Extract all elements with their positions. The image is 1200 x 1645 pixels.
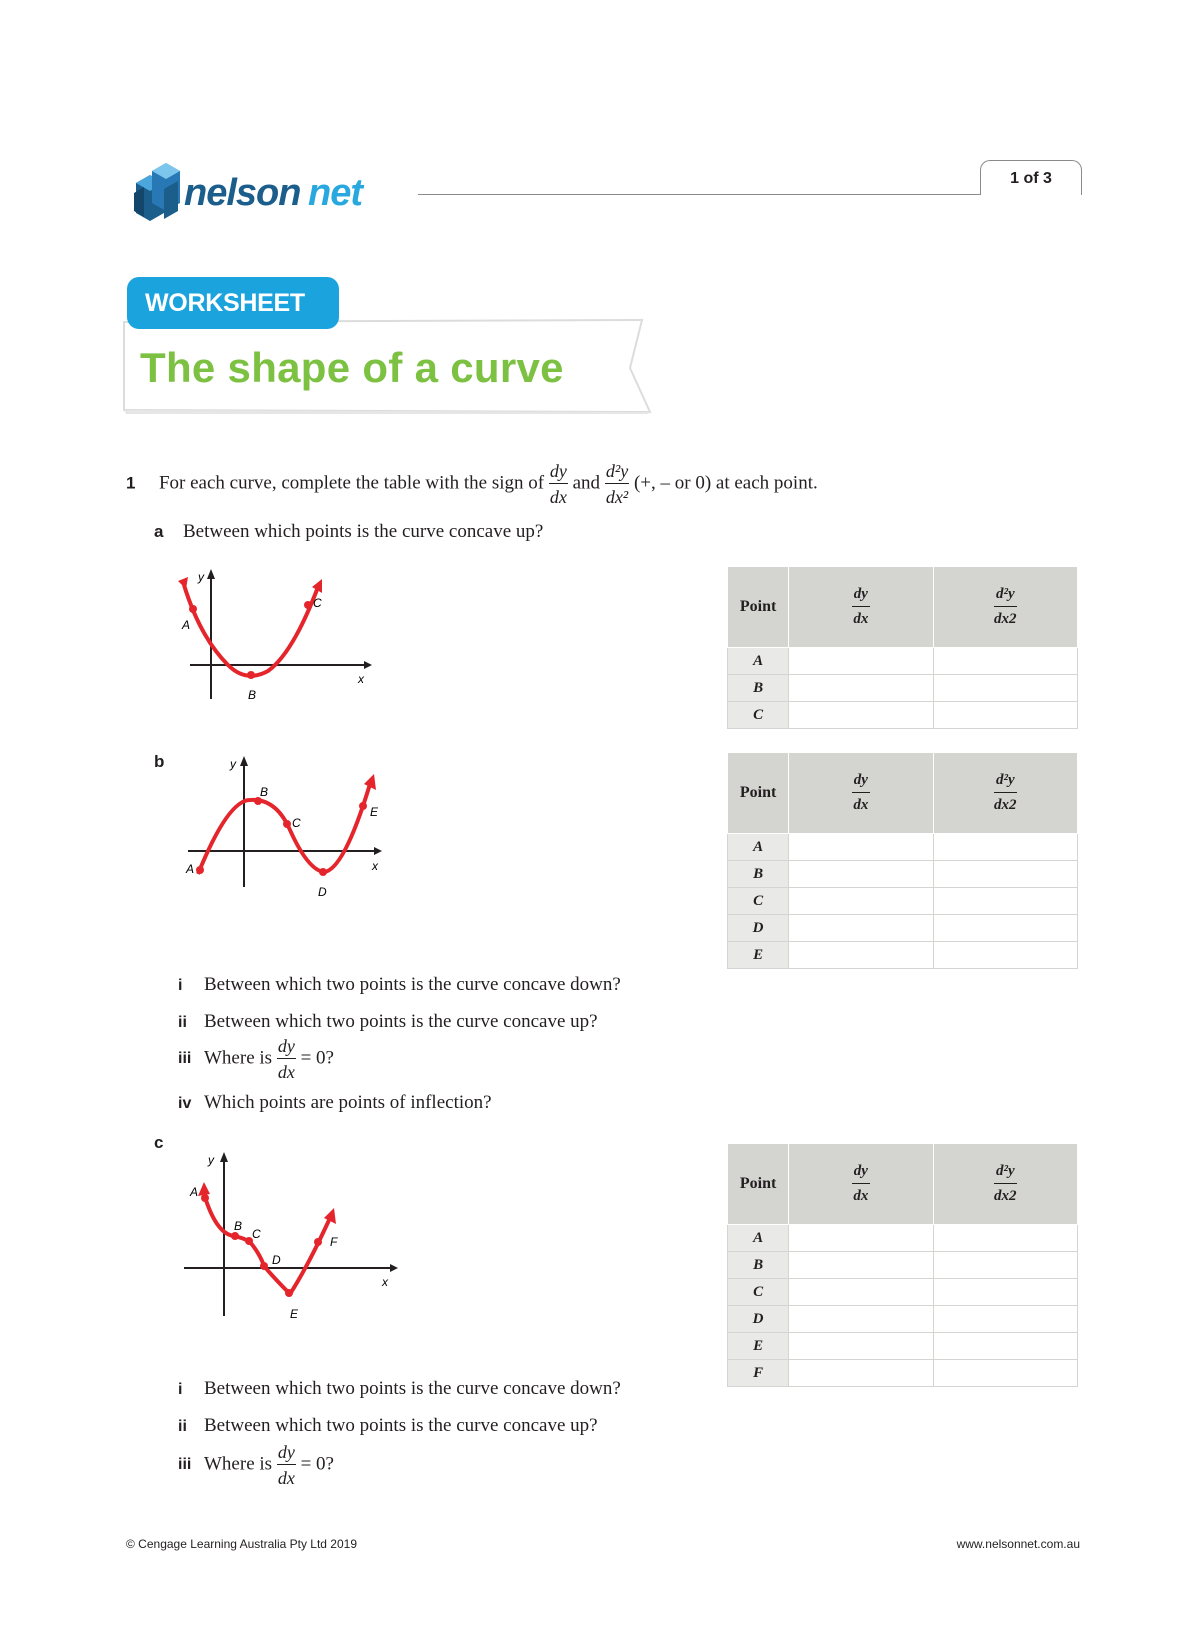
- answer-cell[interactable]: [933, 1306, 1077, 1333]
- answer-cell[interactable]: [933, 942, 1077, 969]
- answer-cell[interactable]: [933, 834, 1077, 861]
- table-row: A: [728, 834, 1078, 861]
- answer-cell[interactable]: [789, 1360, 933, 1387]
- footer-copyright: © Cengage Learning Australia Pty Ltd 2019: [126, 1537, 357, 1551]
- question-1b-ii: ii Between which two points is the curve concave up?: [178, 1011, 598, 1032]
- answer-cell[interactable]: [789, 1252, 933, 1279]
- answer-cell[interactable]: [933, 915, 1077, 942]
- answer-cell[interactable]: [789, 915, 933, 942]
- table-row: B: [728, 675, 1078, 702]
- point-D: [260, 1262, 268, 1270]
- svg-text:B: B: [234, 1219, 243, 1233]
- dy-dx-fraction: $\frac{dy}{dx}$: [277, 1442, 295, 1488]
- page-indicator: 1 of 3: [980, 160, 1082, 195]
- table-row: B: [728, 861, 1078, 888]
- svg-text:E: E: [290, 1307, 299, 1321]
- svg-text:B: B: [248, 688, 257, 702]
- graph-a: [178, 565, 378, 705]
- answer-cell[interactable]: [933, 1279, 1077, 1306]
- svg-text:D: D: [272, 1253, 281, 1267]
- point-D: [319, 868, 327, 876]
- graph-b: [180, 752, 390, 902]
- answer-cell[interactable]: [933, 861, 1077, 888]
- svg-text:y: y: [198, 570, 204, 584]
- svg-text:y: y: [208, 1153, 214, 1167]
- page-title: The shape of a curve: [140, 344, 564, 391]
- svg-text:nelson: nelson: [184, 172, 301, 214]
- table-row: C: [728, 1279, 1078, 1306]
- svg-text:y: y: [230, 757, 236, 771]
- point-E: [359, 802, 367, 810]
- table-row: E: [728, 1333, 1078, 1360]
- answer-cell[interactable]: [933, 1225, 1077, 1252]
- table-row: D: [728, 1306, 1078, 1333]
- svg-text:net: net: [308, 172, 362, 214]
- point-C: [304, 601, 312, 609]
- question-1b-iv: iv Which points are points of inflection?: [178, 1092, 492, 1113]
- svg-text:x: x: [382, 1275, 388, 1289]
- table-a: Point $\frac{dy}{dx}$ $\frac{\text{d²y}}{dx2}$ A B C: [727, 566, 1078, 729]
- question-1b-i: i Between which two points is the curve concave down?: [178, 974, 621, 995]
- answer-cell[interactable]: [933, 648, 1077, 675]
- point-B: [231, 1232, 239, 1240]
- table-row: B: [728, 1252, 1078, 1279]
- question-1c-ii: ii Between which two points is the curve concave up?: [178, 1415, 598, 1436]
- svg-text:C: C: [252, 1227, 261, 1241]
- question-1b-iii: iii Where is $\frac{dy}{dx}$ = 0?: [178, 1036, 334, 1082]
- question-text: For each curve, complete the table with the sign of: [158, 472, 545, 494]
- point-B: [247, 671, 255, 679]
- question-1c-i: i Between which two points is the curve concave down?: [178, 1378, 621, 1399]
- svg-text:E: E: [370, 805, 379, 819]
- worksheet-badge: WORKSHEET: [127, 277, 339, 329]
- dy-dx-fraction: $\frac{dy}{dx}$: [277, 1036, 295, 1082]
- curve: [198, 784, 370, 874]
- graph-c: [178, 1148, 398, 1328]
- table-row: A: [728, 1225, 1078, 1252]
- point-A: [196, 866, 204, 874]
- footer-url[interactable]: www.nelsonnet.com.au: [956, 1537, 1080, 1551]
- question-1-stem: 1 For each curve, complete the table with the sign of $\frac{dy}{dx}$ and $\frac{\text{d²y}}{\text{dx²}}$ (+, – or 0) at each point.: [126, 461, 818, 507]
- answer-cell[interactable]: [933, 1252, 1077, 1279]
- answer-cell[interactable]: [789, 834, 933, 861]
- dy-dx-fraction: $\frac{dy}{dx}$: [549, 461, 567, 507]
- question-1a: a Between which points is the curve concave up?: [154, 521, 544, 542]
- table-row: F: [728, 1360, 1078, 1387]
- answer-cell[interactable]: [933, 702, 1077, 729]
- answer-cell[interactable]: [789, 861, 933, 888]
- point-F: [314, 1238, 322, 1246]
- svg-text:x: x: [372, 859, 378, 873]
- question-1c-iii: iii Where is $\frac{dy}{dx}$ = 0?: [178, 1442, 334, 1488]
- question-1c-label: c: [154, 1133, 164, 1152]
- svg-text:A: A: [182, 618, 191, 632]
- table-row: C: [728, 702, 1078, 729]
- answer-cell[interactable]: [789, 675, 933, 702]
- nelsonnet-logo: [126, 155, 416, 230]
- point-E: [285, 1289, 293, 1297]
- table-row: A: [728, 648, 1078, 675]
- question-1b-label: b: [154, 752, 165, 771]
- cube-logo-icon: [134, 163, 180, 221]
- answer-cell[interactable]: [933, 1360, 1077, 1387]
- table-row: C: [728, 888, 1078, 915]
- answer-cell[interactable]: [933, 1333, 1077, 1360]
- svg-text:F: F: [330, 1235, 338, 1249]
- answer-cell[interactable]: [789, 1333, 933, 1360]
- answer-cell[interactable]: [789, 648, 933, 675]
- answer-cell[interactable]: [789, 888, 933, 915]
- answer-cell[interactable]: [933, 675, 1077, 702]
- d2y-dx2-fraction: $\frac{\text{d²y}}{\text{dx²}}$: [605, 461, 629, 507]
- answer-cell[interactable]: [789, 942, 933, 969]
- point-C: [283, 820, 291, 828]
- answer-cell[interactable]: [789, 1306, 933, 1333]
- answer-cell[interactable]: [789, 702, 933, 729]
- svg-text:C: C: [292, 816, 301, 830]
- svg-text:D: D: [318, 885, 327, 899]
- point-A: [189, 605, 197, 613]
- table-b: Point $\frac{dy}{dx}$ $\frac{\text{d²y}}{dx2}$ A B C D E: [727, 752, 1078, 969]
- header-point: Point: [728, 567, 789, 648]
- svg-text:x: x: [358, 672, 364, 686]
- answer-cell[interactable]: [789, 1225, 933, 1252]
- table-row: D: [728, 915, 1078, 942]
- answer-cell[interactable]: [789, 1279, 933, 1306]
- answer-cell[interactable]: [933, 888, 1077, 915]
- svg-text:A: A: [186, 862, 195, 876]
- question-number: 1: [126, 473, 136, 493]
- svg-text:B: B: [260, 785, 269, 799]
- svg-text:C: C: [313, 596, 322, 610]
- table-c: Point $\frac{dy}{dx}$ $\frac{\text{d²y}}{dx2}$ A B C D E F: [727, 1143, 1078, 1387]
- svg-text:A: A: [190, 1185, 199, 1199]
- curve: [204, 1194, 330, 1294]
- table-row: E: [728, 942, 1078, 969]
- point-A: [201, 1194, 209, 1202]
- curve: [184, 585, 318, 676]
